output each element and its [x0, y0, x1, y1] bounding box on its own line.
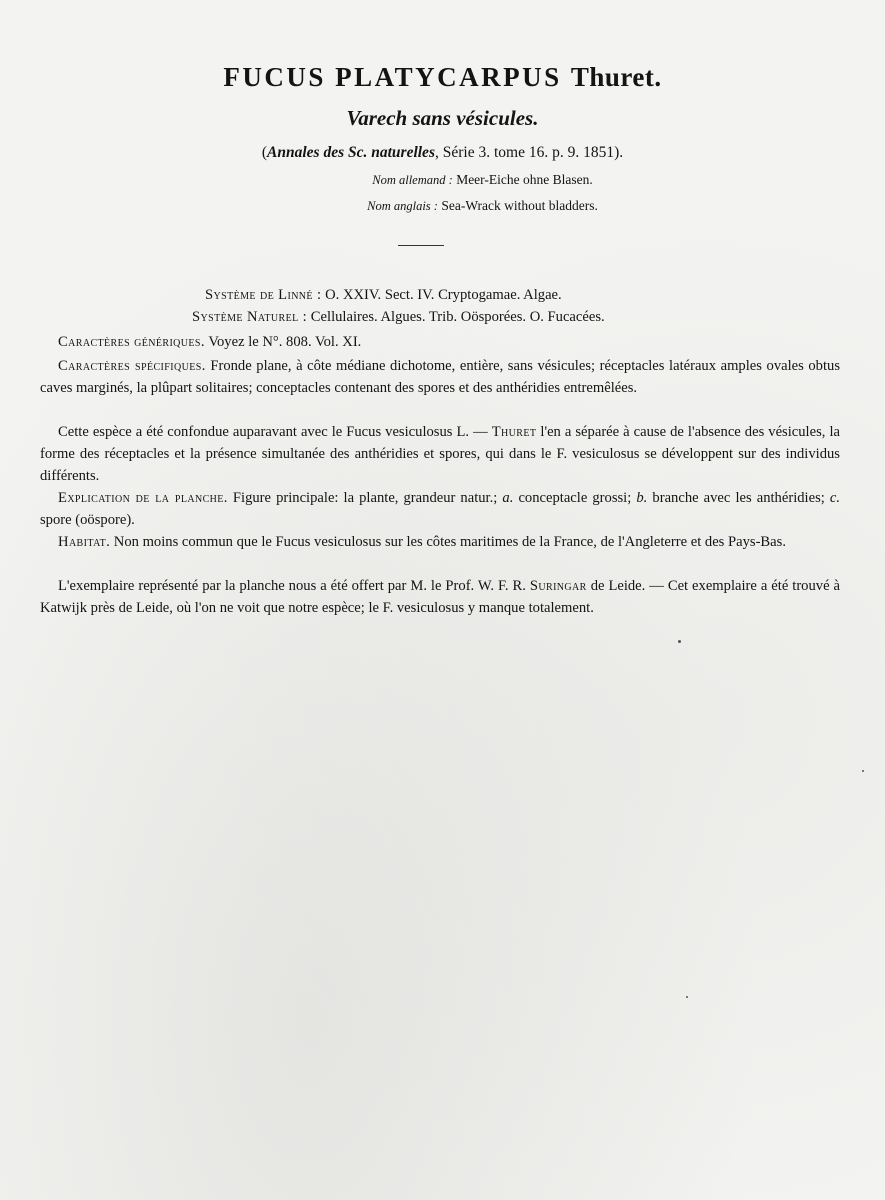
expl-text-4: spore (oöspore).: [40, 512, 135, 528]
linne-system-line: [205, 284, 845, 306]
linne-label: Système de Linné :: [205, 287, 322, 303]
linne-text: O. XXIV. Sect. IV. Cryptogamae. Algae.: [325, 287, 562, 303]
specific-characters-paragraph: [40, 355, 840, 399]
plate-explanation-paragraph: [40, 487, 840, 531]
expl-c: c.: [829, 490, 841, 506]
generic-label: Caractères génériques.: [58, 334, 205, 350]
generic-text: Voyez le N°. 808. Vol. XI.: [208, 334, 362, 350]
expl-label: Explication de la planche.: [58, 490, 228, 506]
exemplaire-name: Suringar: [529, 578, 587, 594]
species-name: FUCUS PLATYCARPUS: [223, 62, 562, 92]
specific-label: Caractères spécifiques.: [58, 358, 206, 374]
reference-rest: , Série 3. tome 16. p. 9. 1851).: [434, 144, 624, 161]
german-name: Meer-Eiche ohne Blasen.: [456, 172, 593, 187]
habitat-text: Non moins commun que le Fucus vesiculosus sur les côtes maritimes de la France, de l'Angleterre et des Pays-Bas.: [113, 534, 786, 550]
expl-b: b.: [636, 490, 648, 506]
specimen-paragraph: [40, 575, 840, 619]
note-text-2: l'en a séparée à cause de l'absence des vésicules, la forme des réceptacles et la présence simultanée des anthéridies et spores, qui dans le F. vesiculosus se développent sur des individus différents.: [40, 424, 840, 484]
publication-reference: [0, 144, 885, 162]
habitat-label: Habitat.: [58, 534, 111, 550]
german-name-line: [40, 172, 885, 188]
exemplaire-text-2: de Leide. — Cet exemplaire a été trouvé à Katwijk près de Leide, où l'on ne voit que notre espèce; le F. vesiculosus y manque totalement.: [40, 578, 840, 616]
english-label: Nom anglais :: [367, 199, 438, 213]
note-name: Thuret: [491, 424, 537, 440]
confusion-note-paragraph: [40, 421, 840, 487]
divider-rule: [398, 245, 444, 246]
expl-text-1: Figure principale: la plante, grandeur natur.;: [232, 490, 498, 506]
reference-open: (: [261, 144, 268, 161]
expl-a: a.: [502, 490, 514, 506]
species-author: Thuret.: [570, 62, 662, 92]
reference-journal: Annales des Sc. naturelles: [267, 144, 435, 161]
naturel-text: Cellulaires. Algues. Trib. Oösporées. O. Fucacées.: [310, 309, 605, 325]
specific-text: Fronde plane, à côte médiane dichotome, entière, sans vésicules; réceptacles latéraux amples ovales obtus caves marginés, la plûpart solitaires; conceptacles contenant des spores et des anthéridies entremêlées.: [40, 358, 841, 396]
naturel-label: Système Naturel :: [192, 309, 308, 325]
paper-speck: [686, 996, 688, 998]
paper-speck: [862, 770, 864, 772]
natural-system-line: [192, 306, 852, 328]
generic-characters-paragraph: [58, 331, 838, 353]
english-name-line: [40, 198, 885, 214]
paper-speck: [678, 640, 681, 643]
english-name: Sea-Wrack without bladders.: [441, 198, 598, 213]
expl-text-2: conceptacle grossi;: [518, 490, 632, 506]
exemplaire-text-1: L'exemplaire représenté par la planche nous a été offert par M. le Prof. W. F. R.: [58, 578, 526, 594]
species-title: [0, 62, 885, 93]
habitat-paragraph: [40, 531, 840, 553]
german-label: Nom allemand :: [372, 173, 453, 187]
note-text-1: Cette espèce a été confondue auparavant avec le Fucus vesiculosus L. —: [58, 424, 488, 440]
expl-text-3: branche avec les anthéridies;: [652, 490, 825, 506]
common-name-french: Varech sans vésicules.: [346, 106, 539, 130]
